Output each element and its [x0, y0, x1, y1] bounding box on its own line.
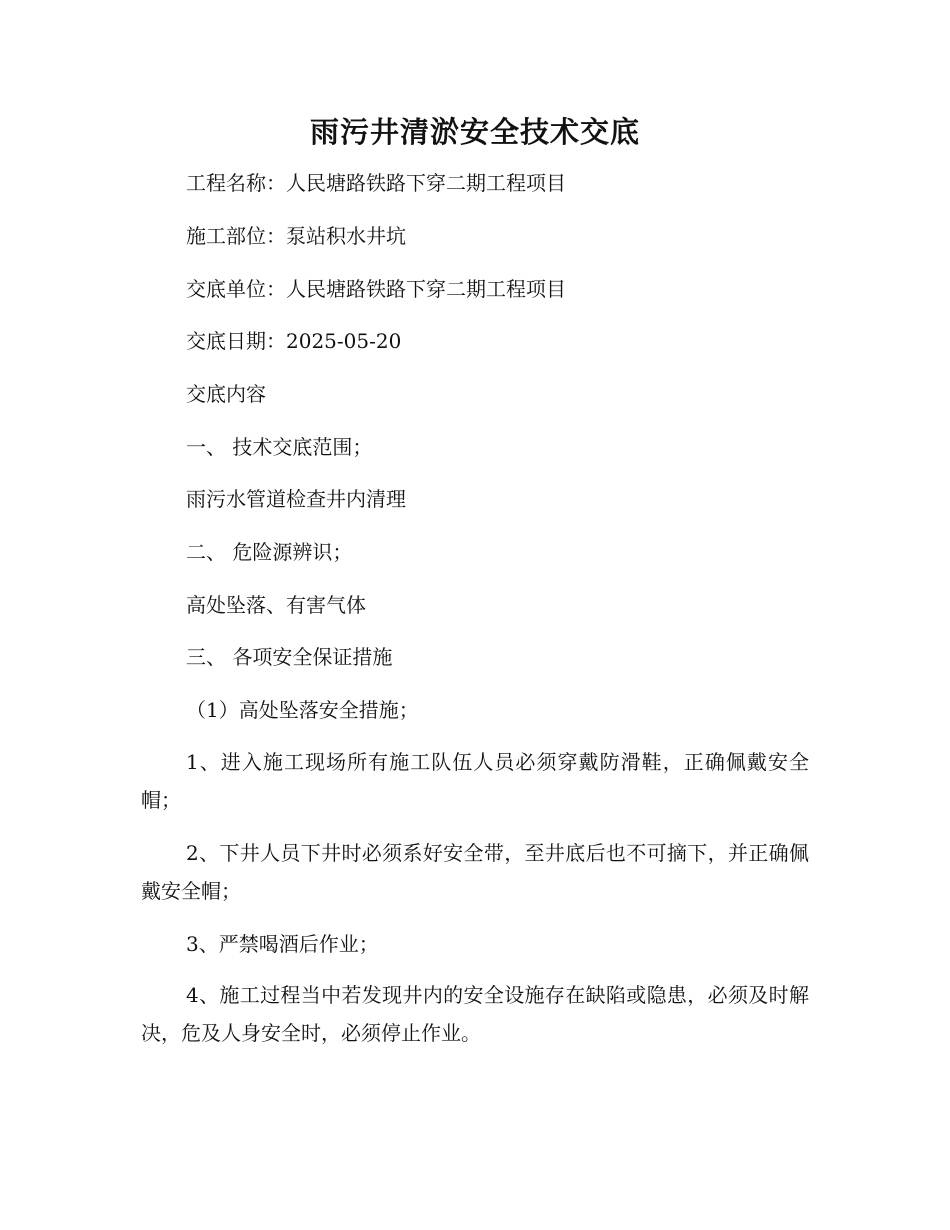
document-title: 雨污井清淤安全技术交底: [309, 115, 640, 149]
measure-item-4: 4、施工过程当中若发现井内的安全设施存在缺陷或隐患，必须及时解决，危及人身安全时，必须停止作业。: [141, 983, 809, 1045]
section-1-heading: 一、 技术交底范围；: [186, 435, 373, 459]
construction-part: 施工部位：泵站积水井坑: [186, 224, 406, 248]
briefing-date: 交底日期：2025-05-20: [186, 329, 402, 353]
briefing-unit: 交底单位：人民塘路铁路下穿二期工程项目: [186, 277, 566, 301]
section-1-body: 雨污水管道检查井内清理: [186, 487, 406, 511]
measure-item-1: 1、进入施工现场所有施工队伍人员必须穿戴防滑鞋，正确佩戴安全帽；: [141, 750, 809, 812]
content-heading: 交底内容: [186, 382, 266, 406]
section-2-heading: 二、 危险源辨识；: [186, 540, 353, 564]
subsection-1-heading: （1）高处坠落安全措施；: [186, 698, 419, 722]
section-3-heading: 三、 各项安全保证措施: [186, 645, 393, 669]
measure-item-3: 3、严禁喝酒后作业；: [186, 932, 379, 956]
project-name: 工程名称：人民塘路铁路下穿二期工程项目: [186, 171, 566, 195]
section-2-body: 高处坠落、有害气体: [186, 593, 366, 617]
measure-item-2: 2、下井人员下井时必须系好安全带，至井底后也不可摘下，并正确佩戴安全帽；: [141, 841, 809, 903]
